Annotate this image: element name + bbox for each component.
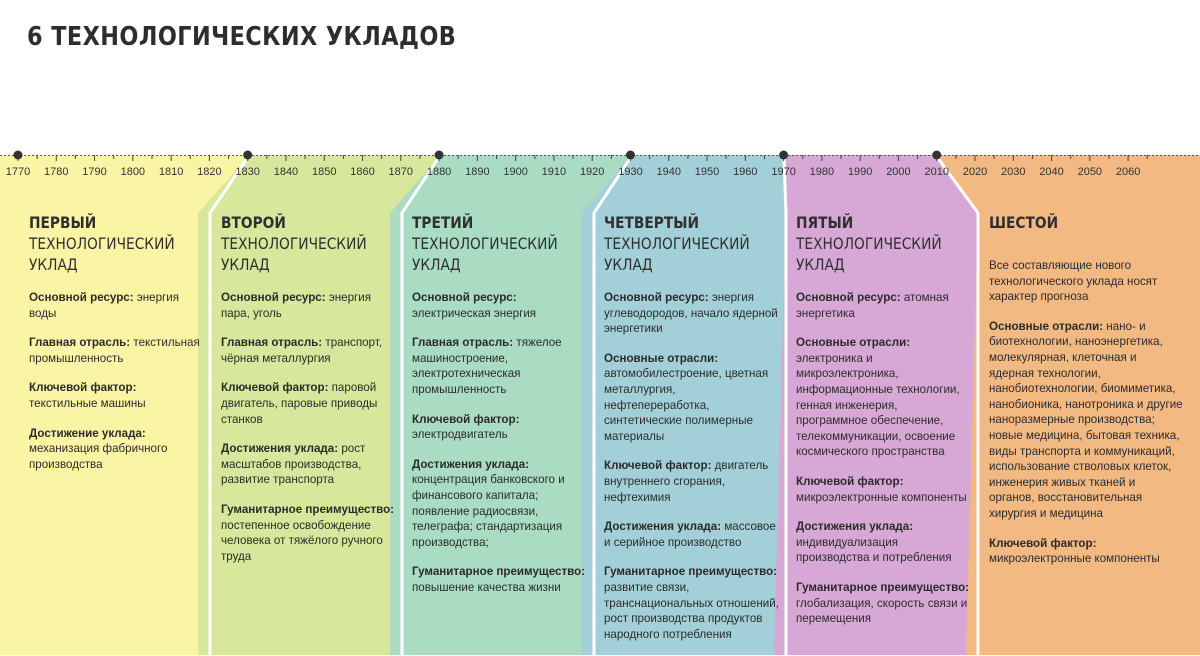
year-label: 1850 <box>311 166 337 178</box>
year-label: 1900 <box>503 166 528 178</box>
stage-details <box>412 290 588 610</box>
detail-item <box>412 457 588 551</box>
year-label: 1870 <box>388 166 414 178</box>
timeline-marker <box>932 151 941 160</box>
timeline-marker <box>435 151 444 160</box>
stage-details <box>989 258 1183 581</box>
detail-text: энергия пара, уголь <box>221 291 372 320</box>
stage-fifth <box>796 212 970 626</box>
detail-item <box>989 536 1183 567</box>
stage-third <box>412 212 588 594</box>
year-label: 1800 <box>120 166 146 178</box>
year-label: 1990 <box>847 166 873 178</box>
page-title: 6 ТЕХНОЛОГИЧЕСКИХ УКЛАДОВ <box>27 22 457 52</box>
year-label: 1890 <box>465 166 490 178</box>
detail-label: Достижения уклада: <box>604 520 722 534</box>
year-label: 1930 <box>618 166 643 178</box>
detail-item <box>412 412 588 443</box>
detail-label: Основной ресурс: <box>412 291 517 304</box>
detail-label: Основной ресурс: <box>29 291 134 304</box>
detail-item <box>604 458 780 505</box>
detail-text: механизация фабричного производства <box>29 442 168 471</box>
detail-label: Достижения уклада: <box>412 457 530 471</box>
stage-sixth <box>989 212 1183 566</box>
detail-item <box>29 380 204 411</box>
stage-subtitle: ТЕХНОЛОГИЧЕСКИЙ <box>221 234 367 253</box>
detail-text: тяжелое машиностроение, электротехническая промышленность <box>412 336 562 396</box>
stage-subtitle-2: УКЛАД <box>221 255 270 274</box>
timeline-marker <box>779 151 788 160</box>
detail-item <box>796 290 970 321</box>
stage-details <box>604 290 780 656</box>
detail-text: нано- и биотехнологии, наноэнергетика, молекулярная, клеточная и ядерная технологии, нанобиотехнологии, биомиметика, нанобионика, нанотроника и другие наноразмерные производства; новые медицина, бытовая техника, виды транспорта и коммуникаций, использование стволовых клеток, инженерия живых тканей и органов, восстановительная хирургия и медицина <box>989 319 1183 520</box>
stage-title: ПЕРВЫЙ <box>29 213 97 232</box>
timeline-marker <box>243 151 252 160</box>
detail-label: Достижения уклада: <box>221 442 339 456</box>
year-label: 2060 <box>1115 166 1141 178</box>
year-label: 1920 <box>579 166 605 178</box>
year-label: 1840 <box>273 166 299 178</box>
stage-second <box>221 212 396 563</box>
year-label: 1780 <box>44 166 69 178</box>
detail-label: Гуманитарное преимущество: <box>221 502 395 516</box>
detail-label: Основные отрасли: <box>989 319 1104 333</box>
year-label: 1830 <box>235 166 260 178</box>
detail-item <box>412 564 588 595</box>
stage-details <box>796 290 970 641</box>
year-label: 2040 <box>1039 166 1064 178</box>
detail-item <box>221 380 396 427</box>
stage-first <box>29 212 204 471</box>
detail-label: Основной ресурс: <box>221 291 326 304</box>
detail-text: энергия углеводородов, начало ядерной энергетики <box>604 291 778 336</box>
year-label: 2030 <box>1001 166 1026 178</box>
detail-text: энергия воды <box>29 291 180 320</box>
detail-item <box>221 290 396 321</box>
stage-subtitle-2: УКЛАД <box>604 255 653 274</box>
year-label: 1970 <box>771 166 796 178</box>
year-label: 1770 <box>5 166 31 178</box>
detail-text: микроэлектронные компоненты <box>989 552 1160 566</box>
detail-text: электроника и микроэлектроника, информационные технологии, генная инженерия, программное обеспечение, телекоммуникации, освоение космического пространства <box>796 351 960 459</box>
detail-label: Ключевой фактор: <box>29 381 137 395</box>
stage-title: ШЕСТОЙ <box>989 213 1059 232</box>
detail-label: Ключевой фактор: <box>221 381 329 395</box>
detail-label: Основные отрасли: <box>604 351 719 365</box>
stage-details <box>29 290 204 486</box>
year-label: 1950 <box>694 166 720 178</box>
detail-text: массовое и серийное производство <box>604 520 776 549</box>
year-label: 2050 <box>1077 166 1103 178</box>
stage-subtitle: ТЕХНОЛОГИЧЕСКИЙ <box>796 234 942 253</box>
detail-text: электродвигатель <box>412 428 508 442</box>
detail-item <box>796 580 970 627</box>
detail-item <box>796 335 970 460</box>
detail-text: паровой двигатель, паровые приводы станков <box>221 381 378 426</box>
detail-item <box>604 564 780 642</box>
detail-text: автомобилестроение, цветная металлургия, нефтепереработка, синтетические полимерные материалы <box>604 367 769 443</box>
detail-item <box>796 519 970 566</box>
year-label: 1960 <box>733 166 758 178</box>
year-label: 1820 <box>197 166 222 178</box>
year-label: 1940 <box>656 166 681 178</box>
detail-label: Главная отрасль: <box>412 336 514 350</box>
detail-label: Достижения уклада: <box>796 520 914 534</box>
detail-item <box>221 441 396 488</box>
detail-label: Основной ресурс: <box>604 291 709 304</box>
year-label: 1880 <box>426 166 452 178</box>
timeline-marker <box>14 151 23 160</box>
detail-text: постепенное освобождение человека от тяжёлого ручного труда <box>221 518 383 563</box>
detail-text: концентрация банковского и финансового капитала; появление радиосвязи, телеграфа; стандартизация производства; <box>412 473 565 549</box>
detail-item <box>604 290 780 337</box>
detail-item <box>989 319 1183 522</box>
detail-item <box>796 474 970 505</box>
stage-intro: Все составляющие нового технологического уклада носят характер прогноза <box>989 259 1158 304</box>
detail-label: Основной ресурс: <box>796 291 901 304</box>
stage-details <box>221 290 396 578</box>
stage-fourth <box>604 212 780 641</box>
detail-label: Достижение уклада: <box>29 426 146 440</box>
year-label: 1810 <box>158 166 184 178</box>
detail-item <box>221 502 396 564</box>
stage-title: ПЯТЫЙ <box>796 213 854 232</box>
year-label: 1980 <box>809 166 835 178</box>
detail-label: Ключевой фактор: <box>604 459 712 473</box>
detail-text: транспорт, чёрная металлургия <box>221 336 382 365</box>
year-label: 2010 <box>924 166 949 178</box>
detail-text: повышение качества жизни <box>412 580 561 594</box>
stage-subtitle: ТЕХНОЛОГИЧЕСКИЙ <box>29 234 175 253</box>
detail-item <box>604 519 780 550</box>
timeline-marker <box>626 151 635 160</box>
year-label: 2020 <box>962 166 988 178</box>
stage-subtitle: ТЕХНОЛОГИЧЕСКИЙ <box>604 234 750 253</box>
detail-label: Ключевой фактор: <box>412 412 520 426</box>
detail-label: Ключевой фактор: <box>796 474 904 488</box>
stage-subtitle-2: УКЛАД <box>412 255 461 274</box>
detail-label: Гуманитарное преимущество: <box>604 565 778 579</box>
detail-label: Ключевой фактор: <box>989 536 1097 550</box>
detail-text: развитие связи, транснациональных отношений, рост производства продуктов народного потребления <box>604 580 779 641</box>
detail-item <box>221 335 396 366</box>
stage-title: ВТОРОЙ <box>221 213 286 232</box>
detail-text: текстильные машины <box>29 396 146 410</box>
detail-label: Основные отрасли: <box>796 336 911 350</box>
detail-text: глобализация, скорость связи и перемещения <box>796 596 968 626</box>
stage-subtitle: ТЕХНОЛОГИЧЕСКИЙ <box>412 234 558 253</box>
year-label: 1910 <box>541 166 567 178</box>
detail-label: Гуманитарное преимущество: <box>796 580 970 594</box>
stage-title: ТРЕТИЙ <box>412 213 474 232</box>
stage-subtitle-2: УКЛАД <box>29 255 78 274</box>
detail-label: Гуманитарное преимущество: <box>412 565 586 579</box>
detail-text: индивидуализация производства и потребления <box>796 535 952 565</box>
detail-text: микроэлектронные компоненты <box>796 490 967 504</box>
detail-item <box>604 351 780 445</box>
detail-label: Главная отрасль: <box>29 336 131 350</box>
detail-text: текстильная промышленность <box>29 336 200 365</box>
detail-text: рост масштабов производства, развитие транспорта <box>221 442 366 487</box>
detail-text: двигатель внутреннего сгорания, нефтехимия <box>604 459 769 504</box>
detail-item <box>29 426 204 473</box>
detail-text: электрическая энергия <box>412 306 537 320</box>
year-label: 1790 <box>82 166 107 178</box>
detail-item <box>29 290 204 321</box>
detail-item <box>29 335 204 366</box>
detail-text: атомная энергетика <box>796 291 949 320</box>
detail-item <box>412 335 588 397</box>
detail-item <box>412 290 588 321</box>
year-label: 2000 <box>886 166 911 178</box>
stage-subtitle-2: УКЛАД <box>796 255 845 274</box>
stage-title: ЧЕТВЕРТЫЙ <box>604 213 700 232</box>
year-label: 1860 <box>350 166 375 178</box>
detail-label: Главная отрасль: <box>221 336 323 350</box>
